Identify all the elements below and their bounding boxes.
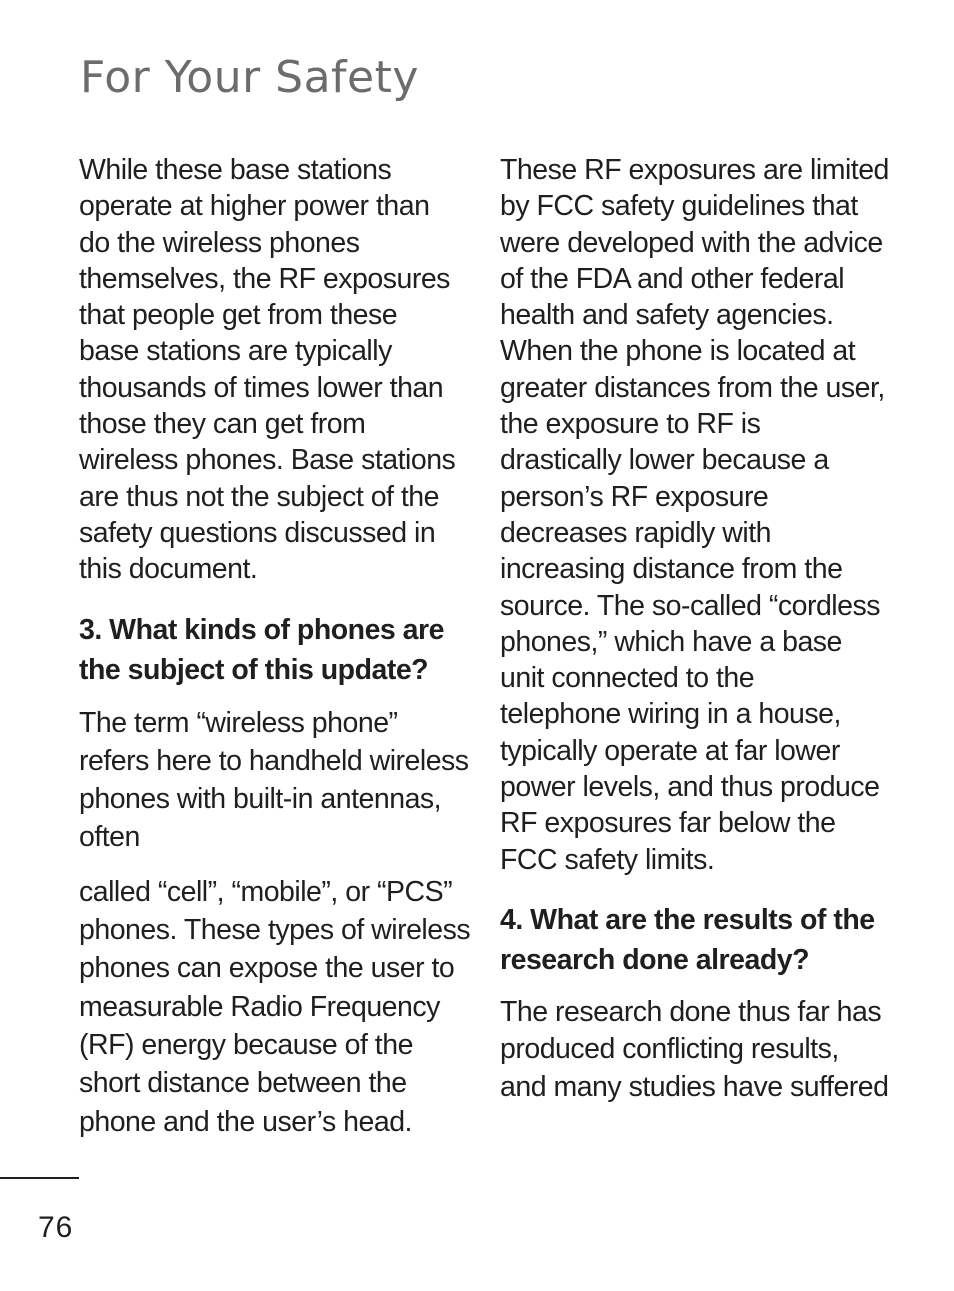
text-line: base stations are typically — [79, 335, 392, 368]
text-line: phones. These types of wireless — [79, 914, 471, 947]
right-column — [500, 152, 900, 1106]
text-line: phones can expose the user to — [79, 952, 455, 985]
text-line: of the FDA and other federal — [500, 262, 845, 295]
text-line: (RF) energy because of the — [79, 1028, 413, 1061]
text-line: wireless phones. Base stations — [79, 444, 456, 477]
heading-line: 3. What kinds of phones are — [79, 613, 444, 646]
text-line: those they can get from — [79, 408, 366, 441]
page-number: 76 — [38, 1211, 74, 1244]
text-line: These RF exposures are limited — [500, 154, 889, 186]
text-line: are thus not the subject of the — [79, 480, 439, 513]
text-line: The research done thus far has — [500, 995, 882, 1028]
text-line: the exposure to RF is — [500, 408, 761, 441]
wireless-phone-definition-paragraph — [79, 704, 474, 857]
text-line: greater distances from the user, — [500, 371, 885, 404]
heading-line: research done already? — [500, 943, 809, 976]
heading-line: the subject of this update? — [79, 653, 429, 686]
text-line: unit connected to the — [500, 662, 755, 695]
text-line: do the wireless phones — [79, 226, 360, 259]
text-line: health and safety agencies. — [500, 299, 834, 332]
research-results-paragraph — [500, 994, 900, 1107]
text-line: FCC safety limits. — [500, 843, 715, 876]
text-line: decreases rapidly with — [500, 516, 771, 549]
text-line: called “cell”, “mobile”, or “PCS” — [79, 875, 453, 908]
text-line: and many studies have suffered — [500, 1070, 889, 1103]
text-line: that people get from these — [79, 299, 398, 332]
text-line: increasing distance from the — [500, 553, 843, 586]
text-line: power levels, and thus produce — [500, 771, 880, 804]
section-heading-4 — [500, 900, 900, 980]
text-line: refers here to handheld wireless — [79, 744, 469, 777]
text-line: often — [79, 821, 140, 854]
page-title: For Your Safety — [80, 52, 419, 103]
text-line: source. The so-called “cordless — [500, 589, 880, 622]
section-heading-3 — [79, 610, 474, 690]
base-stations-paragraph — [79, 152, 474, 588]
text-line: phones,” which have a base — [500, 625, 842, 658]
left-column — [79, 152, 474, 1141]
heading-line: 4. What are the results of the — [500, 903, 875, 936]
text-line: were developed with the advice — [500, 226, 883, 259]
footer-divider — [0, 1177, 79, 1179]
text-line: telephone wiring in a house, — [500, 698, 841, 731]
rf-energy-paragraph — [79, 873, 474, 1141]
text-line: safety questions discussed in — [79, 516, 436, 549]
text-line: phones with built-in antennas, — [79, 783, 442, 816]
text-line: by FCC safety guidelines that — [500, 190, 858, 223]
text-line: While these base stations — [79, 154, 392, 186]
text-line: operate at higher power than — [79, 190, 430, 223]
text-line: drastically lower because a — [500, 444, 829, 477]
text-line: RF exposures far below the — [500, 807, 836, 840]
fcc-guidelines-paragraph — [500, 152, 900, 878]
text-line: short distance between the — [79, 1067, 407, 1100]
text-line: typically operate at far lower — [500, 734, 840, 767]
text-line: When the phone is located at — [500, 335, 856, 368]
text-line: phone and the user’s head. — [79, 1105, 412, 1138]
text-line: produced conflicting results, — [500, 1033, 839, 1066]
text-line: person’s RF exposure — [500, 480, 769, 513]
text-line: thousands of times lower than — [79, 371, 444, 404]
text-line: themselves, the RF exposures — [79, 262, 450, 295]
text-line: measurable Radio Frequency — [79, 990, 440, 1023]
text-line: The term “wireless phone” — [79, 706, 398, 739]
text-line: this document. — [79, 553, 258, 586]
